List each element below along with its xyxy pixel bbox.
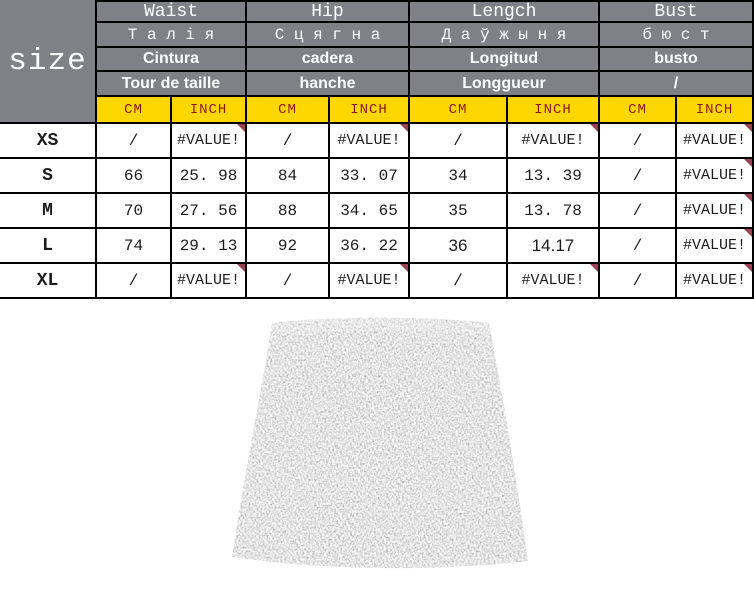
cell-value: 84 bbox=[277, 166, 298, 185]
cell-value: 25. 98 bbox=[179, 166, 238, 185]
cell-value: 27. 56 bbox=[179, 201, 238, 220]
cell-value: #VALUE! bbox=[682, 167, 746, 184]
header-waist-french: Tour de taille bbox=[97, 72, 247, 97]
cell-value: 70 bbox=[123, 201, 144, 220]
cell-value: / bbox=[632, 201, 643, 220]
error-value-cell bbox=[330, 264, 410, 299]
value-cell bbox=[508, 229, 600, 264]
skirt-body-shape bbox=[232, 318, 528, 568]
value-cell bbox=[410, 229, 508, 264]
cell-value: 35 bbox=[448, 201, 468, 220]
cell-value: #VALUE! bbox=[682, 202, 746, 219]
error-indicator-icon bbox=[590, 264, 598, 272]
value-cell bbox=[172, 159, 247, 194]
error-value-cell bbox=[677, 159, 754, 194]
value-cell bbox=[508, 194, 600, 229]
error-indicator-icon bbox=[744, 159, 752, 167]
cell-value: 13. 39 bbox=[524, 166, 582, 185]
header-length-en: Lengch bbox=[410, 0, 600, 23]
value-cell bbox=[247, 194, 330, 229]
value-cell bbox=[97, 229, 172, 264]
header-bust-french: / bbox=[600, 72, 754, 97]
unit-header-inch: INCH bbox=[172, 97, 247, 124]
value-cell bbox=[97, 124, 172, 159]
row-label-m: M bbox=[0, 194, 97, 229]
header-bust-spanish: busto bbox=[600, 48, 754, 72]
cell-value: 74 bbox=[123, 236, 144, 255]
cell-value: 33. 07 bbox=[340, 166, 398, 185]
cell-value: 29. 13 bbox=[179, 236, 238, 255]
error-value-cell bbox=[677, 194, 754, 229]
cell-value: / bbox=[128, 271, 139, 290]
error-indicator-icon bbox=[237, 124, 245, 132]
cell-value: #VALUE! bbox=[176, 132, 240, 149]
value-cell bbox=[247, 264, 330, 299]
value-cell bbox=[600, 159, 677, 194]
cell-value: 14.17 bbox=[531, 236, 575, 255]
error-indicator-icon bbox=[744, 229, 752, 237]
cell-value: 36 bbox=[448, 236, 468, 255]
cell-value: 88 bbox=[277, 201, 298, 220]
value-cell bbox=[410, 124, 508, 159]
unit-header-cm: CM bbox=[600, 97, 677, 124]
cell-value: / bbox=[453, 131, 463, 150]
error-indicator-icon bbox=[590, 124, 598, 132]
cell-value: / bbox=[632, 131, 643, 150]
cell-value: 36. 22 bbox=[340, 236, 398, 255]
cell-value: 66 bbox=[123, 166, 144, 185]
cell-value: / bbox=[632, 236, 643, 255]
unit-header-cm: CM bbox=[410, 97, 508, 124]
cell-value: #VALUE! bbox=[682, 237, 746, 254]
error-value-cell bbox=[677, 264, 754, 299]
header-waist-en: Waist bbox=[97, 0, 247, 23]
error-value-cell bbox=[508, 264, 600, 299]
cell-value: / bbox=[453, 271, 463, 290]
cell-value: 34. 65 bbox=[340, 201, 398, 220]
size-corner-label: size bbox=[0, 0, 97, 124]
cell-value: #VALUE! bbox=[176, 272, 240, 289]
value-cell bbox=[410, 264, 508, 299]
error-indicator-icon bbox=[744, 124, 752, 132]
value-cell bbox=[172, 229, 247, 264]
value-cell bbox=[247, 124, 330, 159]
value-cell bbox=[410, 194, 508, 229]
value-cell bbox=[247, 159, 330, 194]
header-bust-cyrillic: б ю с т bbox=[600, 23, 754, 48]
cell-value: / bbox=[128, 131, 139, 150]
cell-value: #VALUE! bbox=[682, 132, 746, 149]
cell-value: / bbox=[632, 271, 643, 290]
header-hip-en: Hip bbox=[247, 0, 410, 23]
row-label-xl: XL bbox=[0, 264, 97, 299]
cell-value: 34 bbox=[448, 166, 468, 185]
value-cell bbox=[247, 229, 330, 264]
header-bust-en: Bust bbox=[600, 0, 754, 23]
cell-value: #VALUE! bbox=[521, 272, 585, 289]
product-photo-tweed-skirt bbox=[217, 304, 537, 574]
cell-value: / bbox=[282, 271, 293, 290]
error-indicator-icon bbox=[400, 124, 408, 132]
error-indicator-icon bbox=[744, 194, 752, 202]
value-cell bbox=[600, 229, 677, 264]
cell-value: #VALUE! bbox=[682, 272, 746, 289]
cell-value: / bbox=[632, 166, 643, 185]
cell-value: #VALUE! bbox=[521, 132, 585, 149]
value-cell bbox=[172, 194, 247, 229]
value-cell bbox=[600, 194, 677, 229]
value-cell bbox=[97, 159, 172, 194]
row-label-s: S bbox=[0, 159, 97, 194]
cell-value: 13. 78 bbox=[524, 201, 582, 220]
error-value-cell bbox=[677, 124, 754, 159]
unit-header-cm: CM bbox=[247, 97, 330, 124]
header-length-spanish: Longitud bbox=[410, 48, 600, 72]
header-hip-french: hanche bbox=[247, 72, 410, 97]
value-cell bbox=[410, 159, 508, 194]
header-waist-spanish: Cintura bbox=[97, 48, 247, 72]
cell-value: #VALUE! bbox=[337, 132, 401, 149]
unit-header-inch: INCH bbox=[677, 97, 754, 124]
cell-value: / bbox=[282, 131, 293, 150]
value-cell bbox=[330, 194, 410, 229]
cell-value: #VALUE! bbox=[337, 272, 401, 289]
error-value-cell bbox=[330, 124, 410, 159]
error-indicator-icon bbox=[237, 264, 245, 272]
row-label-l: L bbox=[0, 229, 97, 264]
value-cell bbox=[330, 229, 410, 264]
header-length-french: Longgueur bbox=[410, 72, 600, 97]
value-cell bbox=[330, 159, 410, 194]
value-cell bbox=[508, 159, 600, 194]
error-indicator-icon bbox=[744, 264, 752, 272]
error-value-cell bbox=[677, 229, 754, 264]
value-cell bbox=[97, 194, 172, 229]
header-length-cyrillic: Д а ў ж ы н я bbox=[410, 23, 600, 48]
header-hip-spanish: cadera bbox=[247, 48, 410, 72]
row-label-xs: XS bbox=[0, 124, 97, 159]
unit-header-inch: INCH bbox=[330, 97, 410, 124]
unit-header-cm: CM bbox=[97, 97, 172, 124]
value-cell bbox=[600, 124, 677, 159]
error-value-cell bbox=[172, 264, 247, 299]
unit-header-inch: INCH bbox=[508, 97, 600, 124]
error-value-cell bbox=[172, 124, 247, 159]
header-hip-cyrillic: С ц я г н а bbox=[247, 23, 410, 48]
error-value-cell bbox=[508, 124, 600, 159]
value-cell bbox=[600, 264, 677, 299]
error-indicator-icon bbox=[400, 264, 408, 272]
value-cell bbox=[97, 264, 172, 299]
cell-value: 92 bbox=[277, 236, 298, 255]
header-waist-cyrillic: Т а л і я bbox=[97, 23, 247, 48]
